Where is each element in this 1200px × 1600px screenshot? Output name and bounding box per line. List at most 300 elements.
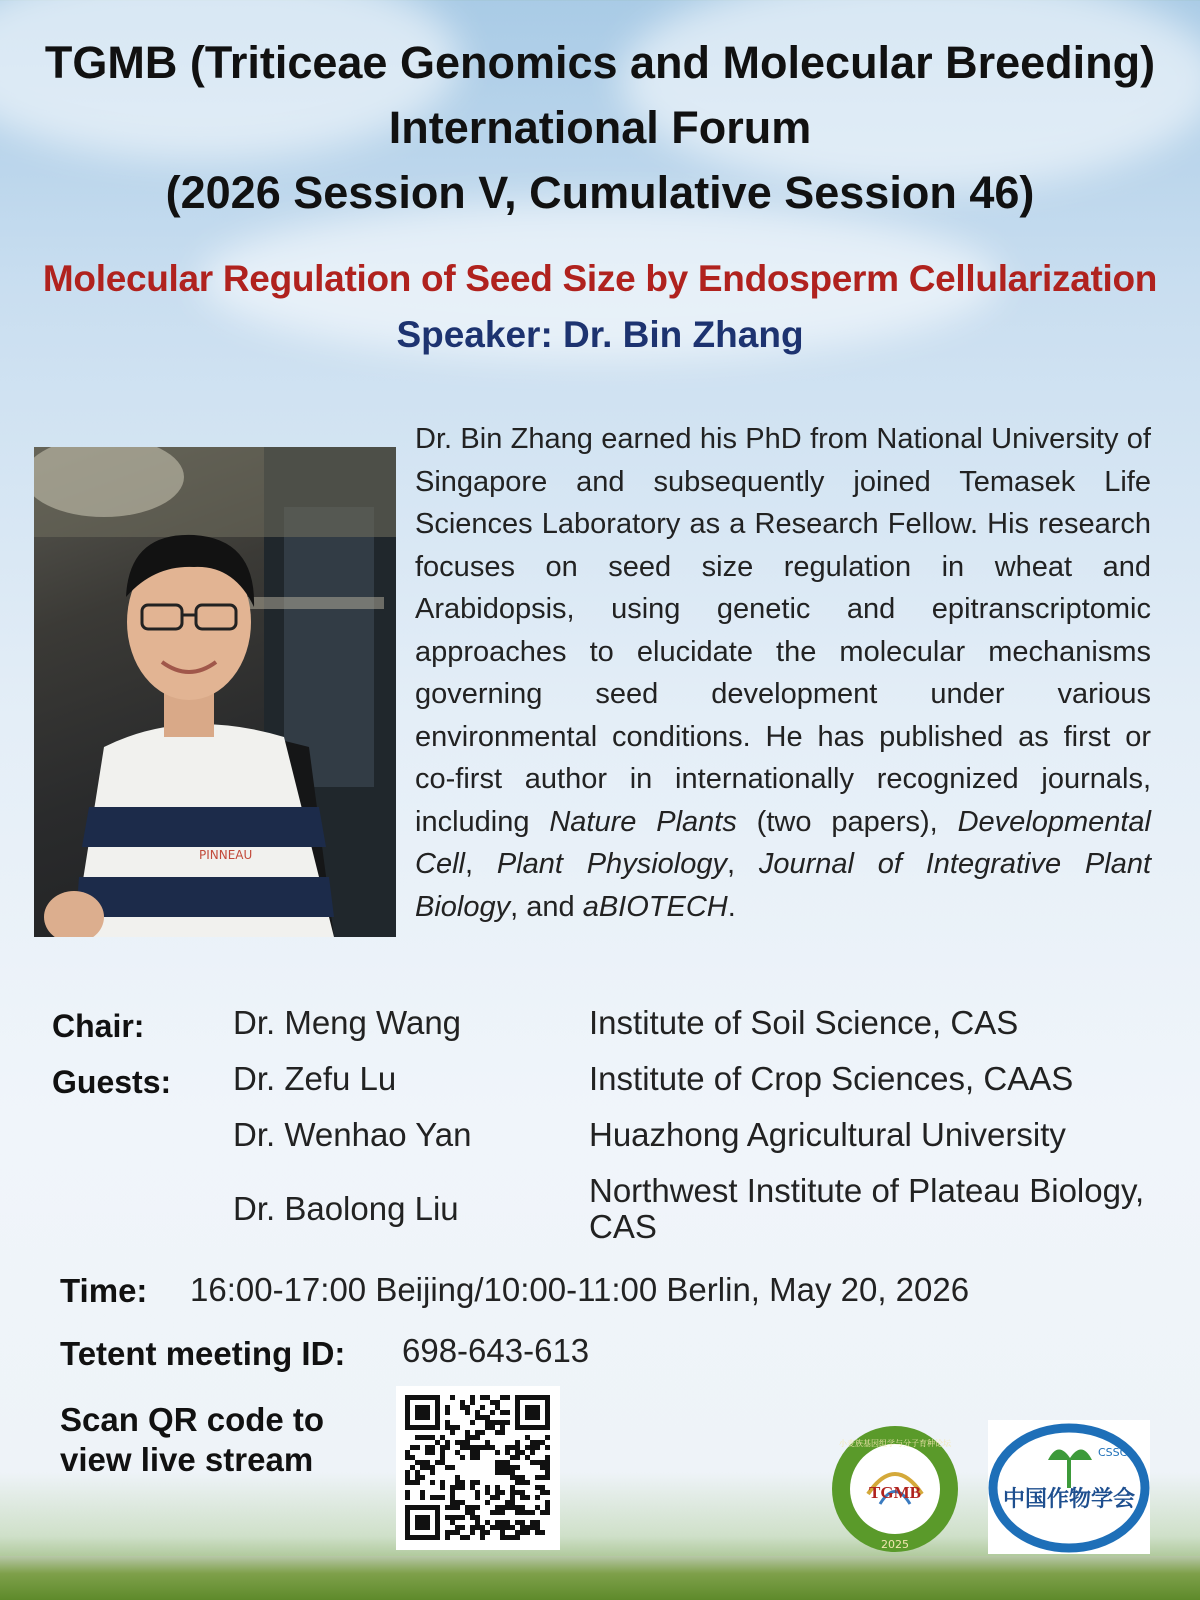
- qr-module: [515, 1465, 520, 1470]
- qr-module: [505, 1525, 510, 1530]
- qr-module: [525, 1510, 530, 1515]
- qr-module: [430, 1465, 435, 1470]
- qr-module: [495, 1450, 500, 1455]
- qr-module: [460, 1485, 465, 1490]
- qr-module: [475, 1435, 480, 1440]
- qr-module: [540, 1485, 545, 1490]
- qr-module: [440, 1495, 445, 1500]
- cssc-logo-graphic: [988, 1420, 1150, 1554]
- qr-module: [545, 1490, 550, 1495]
- qr-module: [510, 1465, 515, 1470]
- chair-label: Chair:: [52, 1008, 145, 1044]
- qr-module: [445, 1535, 450, 1540]
- qr-module: [420, 1435, 425, 1440]
- qr-module: [460, 1500, 465, 1505]
- speaker-bio: [415, 418, 1151, 928]
- qr-module: [495, 1420, 500, 1425]
- qr-module: [500, 1510, 505, 1515]
- qr-module: [505, 1465, 510, 1470]
- qr-module: [500, 1430, 505, 1435]
- qr-module: [510, 1485, 515, 1490]
- qr-module: [460, 1455, 465, 1460]
- qr-module: [405, 1490, 410, 1495]
- qr-module: [455, 1525, 460, 1530]
- qr-module: [460, 1400, 465, 1405]
- qr-module: [405, 1480, 410, 1485]
- qr-module: [450, 1505, 455, 1510]
- qr-module: [475, 1505, 480, 1510]
- qr-module: [510, 1490, 515, 1495]
- bio-text: , and: [510, 890, 583, 923]
- qr-module: [475, 1410, 480, 1415]
- guest-name: Dr. Wenhao Yan: [233, 1116, 472, 1153]
- qr-module: [440, 1460, 445, 1465]
- qr-module: [510, 1535, 515, 1540]
- qr-module: [510, 1525, 515, 1530]
- qr-module: [540, 1475, 545, 1480]
- qr-module: [465, 1430, 470, 1435]
- cssc-logo-name: 中国作物学会: [1002, 1487, 1136, 1512]
- qr-module: [440, 1445, 445, 1450]
- qr-module: [530, 1440, 535, 1445]
- qr-module: [530, 1450, 535, 1455]
- qr-module: [545, 1505, 550, 1510]
- qr-module: [425, 1465, 430, 1470]
- qr-module: [490, 1525, 495, 1530]
- qr-module: [480, 1430, 485, 1435]
- qr-module: [415, 1480, 420, 1485]
- qr-module: [440, 1480, 445, 1485]
- qr-module: [445, 1465, 450, 1470]
- qr-module: [525, 1455, 530, 1460]
- qr-module: [435, 1495, 440, 1500]
- qr-module: [470, 1530, 475, 1535]
- qr-module: [485, 1425, 490, 1430]
- qr-module: [455, 1485, 460, 1490]
- qr-module: [450, 1520, 455, 1525]
- qr-module: [510, 1470, 515, 1475]
- speaker-name: Speaker: Dr. Bin Zhang: [396, 314, 804, 355]
- qr-module: [535, 1475, 540, 1480]
- qr-module: [545, 1465, 550, 1470]
- qr-module: [500, 1465, 505, 1470]
- qr-module: [490, 1510, 495, 1515]
- qr-finder-square: [525, 1405, 540, 1420]
- qr-module: [510, 1445, 515, 1450]
- qr-module: [445, 1505, 450, 1510]
- qr-module: [420, 1465, 425, 1470]
- qr-module: [525, 1530, 530, 1535]
- qr-module: [485, 1500, 490, 1505]
- qr-module: [525, 1480, 530, 1485]
- qr-module: [425, 1460, 430, 1465]
- qr-module: [450, 1515, 455, 1520]
- tgmb-logo-graphic: [830, 1424, 960, 1554]
- qr-module: [480, 1445, 485, 1450]
- qr-module: [480, 1395, 485, 1400]
- qr-module: [520, 1495, 525, 1500]
- qr-module: [500, 1395, 505, 1400]
- wheat-field-strip: [0, 1556, 1200, 1600]
- qr-module: [500, 1425, 505, 1430]
- qr-module: [535, 1445, 540, 1450]
- qr-module: [515, 1520, 520, 1525]
- qr-module: [475, 1495, 480, 1500]
- cssc-logo-abbr: CSSC: [1098, 1446, 1128, 1459]
- qr-module: [465, 1535, 470, 1540]
- qr-module: [535, 1440, 540, 1445]
- qr-module: [510, 1495, 515, 1500]
- qr-module: [450, 1395, 455, 1400]
- qr-module: [500, 1530, 505, 1535]
- qr-module: [500, 1525, 505, 1530]
- qr-module: [545, 1510, 550, 1515]
- qr-module: [445, 1530, 450, 1535]
- qr-module: [475, 1430, 480, 1435]
- journal-name: Journal of Integrative Plant Biology: [415, 848, 1152, 923]
- qr-module: [545, 1475, 550, 1480]
- qr-module: [420, 1495, 425, 1500]
- qr-module: [485, 1530, 490, 1535]
- qr-module: [545, 1445, 550, 1450]
- qr-module: [485, 1440, 490, 1445]
- qr-module: [415, 1470, 420, 1475]
- qr-module: [465, 1410, 470, 1415]
- qr-module: [445, 1420, 450, 1425]
- speaker-photo-illustration: [34, 447, 396, 937]
- qr-module: [540, 1510, 545, 1515]
- tgmb-ring-text: 小麦族基因组学与分子育种论坛: [839, 1439, 951, 1448]
- qr-finder-square: [415, 1515, 430, 1530]
- qr-module: [515, 1475, 520, 1480]
- qr-module: [535, 1460, 540, 1465]
- qr-module: [535, 1485, 540, 1490]
- journal-name: Plant Physiology: [496, 848, 727, 880]
- qr-module: [420, 1490, 425, 1495]
- qr-module: [490, 1495, 495, 1500]
- qr-module: [460, 1525, 465, 1530]
- qr-module: [535, 1525, 540, 1530]
- qr-module: [495, 1510, 500, 1515]
- qr-module: [450, 1430, 455, 1435]
- qr-module: [530, 1510, 535, 1515]
- bio-text: Dr. Bin Zhang earned his PhD from National University of Singapore and subsequently joined Temasek Life Sciences Laboratory as a Research Fellow. His research focuses on seed size regulation in wheat and Arabidopsis, using genetic and epitranscriptomic approaches to elucidate the molecular mechanisms governing seed development under various environmental conditions. He has published as first or co-first author in internationally recognized journals, including: [415, 423, 1151, 838]
- qr-module: [515, 1450, 520, 1455]
- qr-module: [490, 1420, 495, 1425]
- qr-module: [535, 1495, 540, 1500]
- qr-module: [490, 1425, 495, 1430]
- qr-module: [460, 1515, 465, 1520]
- qr-module: [515, 1530, 520, 1535]
- qr-module: [480, 1405, 485, 1410]
- qr-module: [485, 1520, 490, 1525]
- qr-module: [525, 1445, 530, 1450]
- live-stream-qr-code[interactable]: [396, 1386, 560, 1550]
- qr-module: [520, 1480, 525, 1485]
- forum-title-line3: (2026 Session V, Cumulative Session 46): [165, 167, 1035, 218]
- qr-module: [425, 1445, 430, 1450]
- qr-module: [440, 1455, 445, 1460]
- qr-module: [510, 1505, 515, 1510]
- qr-module: [470, 1455, 475, 1460]
- qr-module: [425, 1450, 430, 1455]
- qr-module: [535, 1530, 540, 1535]
- qr-module: [510, 1475, 515, 1480]
- qr-module: [505, 1410, 510, 1415]
- forum-title-line2: International Forum: [388, 102, 812, 153]
- qr-module: [450, 1500, 455, 1505]
- qr-module: [455, 1500, 460, 1505]
- qr-module: [530, 1525, 535, 1530]
- qr-module: [470, 1515, 475, 1520]
- qr-module: [500, 1460, 505, 1465]
- qr-module: [520, 1450, 525, 1455]
- talk-title: Molecular Regulation of Seed Size by Endosperm Cellularization: [42, 258, 1158, 299]
- qr-module: [545, 1470, 550, 1475]
- qr-module: [405, 1470, 410, 1475]
- qr-module: [505, 1505, 510, 1510]
- qr-module: [470, 1485, 475, 1490]
- qr-module: [520, 1525, 525, 1530]
- qr-module: [485, 1490, 490, 1495]
- qr-module: [450, 1495, 455, 1500]
- qr-module: [430, 1470, 435, 1475]
- qr-module: [465, 1405, 470, 1410]
- qr-module: [545, 1460, 550, 1465]
- qr-module: [455, 1530, 460, 1535]
- tgmb-logo-text: TGMB: [869, 1483, 921, 1502]
- meeting-id: 698-643-613: [402, 1332, 590, 1369]
- qr-module: [530, 1460, 535, 1465]
- qr-module: [470, 1400, 475, 1405]
- qr-module: [505, 1395, 510, 1400]
- forum-title-line1: TGMB (Triticeae Genomics and Molecular Breeding): [44, 37, 1156, 88]
- qr-module: [455, 1475, 460, 1480]
- qr-module: [460, 1440, 465, 1445]
- qr-module: [450, 1425, 455, 1430]
- qr-module: [440, 1485, 445, 1490]
- qr-module: [405, 1455, 410, 1460]
- qr-module: [540, 1530, 545, 1535]
- qr-module: [475, 1520, 480, 1525]
- guest-affiliation: Huazhong Agricultural University: [589, 1116, 1066, 1153]
- qr-module: [545, 1435, 550, 1440]
- qr-module: [505, 1520, 510, 1525]
- qr-module: [540, 1465, 545, 1470]
- qr-module: [465, 1440, 470, 1445]
- qr-module: [500, 1420, 505, 1425]
- qr-module: [495, 1465, 500, 1470]
- qr-module: [540, 1460, 545, 1465]
- qr-module: [455, 1450, 460, 1455]
- qr-module: [490, 1400, 495, 1405]
- journal-name: Developmental Cell: [415, 805, 1152, 880]
- qr-module: [420, 1460, 425, 1465]
- guest-affiliation: Northwest Institute of Plateau Biology, CAS: [589, 1172, 1145, 1245]
- qr-module: [495, 1485, 500, 1490]
- qr-module: [450, 1530, 455, 1535]
- qr-module: [445, 1515, 450, 1520]
- qr-module: [535, 1520, 540, 1525]
- qr-module: [440, 1450, 445, 1455]
- qr-module: [465, 1445, 470, 1450]
- qr-module: [545, 1455, 550, 1460]
- qr-module: [510, 1500, 515, 1505]
- qr-module: [540, 1440, 545, 1445]
- journal-name: aBIOTECH: [582, 890, 728, 923]
- guest-name: Dr. Zefu Lu: [233, 1060, 397, 1097]
- qr-module: [505, 1470, 510, 1475]
- qr-module: [445, 1425, 450, 1430]
- guest-affiliation: Institute of Crop Sciences, CAAS: [589, 1060, 1074, 1097]
- qr-module: [415, 1475, 420, 1480]
- qr-module: [470, 1445, 475, 1450]
- qr-module: [480, 1530, 485, 1535]
- qr-code-pattern: [396, 1386, 560, 1550]
- qr-module: [430, 1445, 435, 1450]
- qr-module: [520, 1510, 525, 1515]
- qr-module: [475, 1490, 480, 1495]
- qr-module: [520, 1505, 525, 1510]
- qr-module: [460, 1535, 465, 1540]
- qr-module: [495, 1490, 500, 1495]
- bio-text: (two papers),: [736, 805, 958, 838]
- qr-module: [470, 1510, 475, 1515]
- qr-module: [455, 1440, 460, 1445]
- tgmb-logo: [830, 1424, 960, 1554]
- qr-module: [495, 1525, 500, 1530]
- tgmb-logo-year: 2025: [881, 1538, 909, 1551]
- qr-module: [465, 1435, 470, 1440]
- qr-module: [470, 1505, 475, 1510]
- qr-module: [505, 1420, 510, 1425]
- qr-module: [480, 1415, 485, 1420]
- qr-module: [455, 1480, 460, 1485]
- qr-module: [495, 1405, 500, 1410]
- qr-module: [485, 1395, 490, 1400]
- qr-module: [470, 1420, 475, 1425]
- qr-module: [480, 1535, 485, 1540]
- qr-module: [515, 1480, 520, 1485]
- qr-module: [520, 1530, 525, 1535]
- qr-module: [515, 1490, 520, 1495]
- qr-module: [435, 1460, 440, 1465]
- qr-module: [430, 1480, 435, 1485]
- qr-module: [455, 1425, 460, 1430]
- bio-text: .: [727, 890, 736, 923]
- qr-module: [450, 1465, 455, 1470]
- chair-affiliation: Institute of Soil Science, CAS: [589, 1004, 1019, 1041]
- qr-instruction-line1: Scan QR code to: [60, 1401, 325, 1438]
- qr-module: [450, 1485, 455, 1490]
- qr-module: [495, 1505, 500, 1510]
- qr-module: [450, 1490, 455, 1495]
- qr-module: [445, 1440, 450, 1445]
- qr-module: [410, 1465, 415, 1470]
- cssc-logo: [988, 1420, 1150, 1554]
- qr-module: [495, 1520, 500, 1525]
- qr-module: [515, 1510, 520, 1515]
- qr-module: [435, 1440, 440, 1445]
- guest-name: Dr. Baolong Liu: [233, 1190, 459, 1227]
- qr-module: [500, 1410, 505, 1415]
- qr-module: [520, 1475, 525, 1480]
- qr-module: [410, 1455, 415, 1460]
- qr-module: [475, 1525, 480, 1530]
- qr-module: [415, 1445, 420, 1450]
- qr-module: [425, 1435, 430, 1440]
- qr-module: [530, 1445, 535, 1450]
- qr-module: [495, 1470, 500, 1475]
- qr-module: [420, 1475, 425, 1480]
- qr-module: [515, 1455, 520, 1460]
- qr-module: [540, 1490, 545, 1495]
- meeting-id-label: Tetent meeting ID:: [60, 1335, 346, 1372]
- qr-module: [460, 1405, 465, 1410]
- qr-module: [525, 1525, 530, 1530]
- qr-module: [485, 1420, 490, 1425]
- qr-module: [415, 1460, 420, 1465]
- qr-module: [445, 1410, 450, 1415]
- qr-module: [455, 1515, 460, 1520]
- qr-module: [530, 1520, 535, 1525]
- qr-module: [430, 1495, 435, 1500]
- qr-module: [460, 1480, 465, 1485]
- qr-module: [405, 1495, 410, 1500]
- qr-module: [520, 1490, 525, 1495]
- qr-module: [495, 1495, 500, 1500]
- qr-module: [495, 1460, 500, 1465]
- qr-module: [500, 1505, 505, 1510]
- forum-title: [0, 30, 1200, 225]
- qr-module: [505, 1445, 510, 1450]
- qr-module: [410, 1480, 415, 1485]
- qr-module: [525, 1495, 530, 1500]
- qr-module: [475, 1450, 480, 1455]
- qr-module: [485, 1445, 490, 1450]
- qr-module: [495, 1430, 500, 1435]
- bio-text: ,: [726, 848, 759, 880]
- qr-module: [500, 1520, 505, 1525]
- qr-module: [415, 1435, 420, 1440]
- qr-module: [480, 1525, 485, 1530]
- qr-module: [490, 1445, 495, 1450]
- qr-module: [455, 1505, 460, 1510]
- qr-module: [500, 1535, 505, 1540]
- qr-module: [445, 1405, 450, 1410]
- qr-module: [485, 1485, 490, 1490]
- qr-module: [475, 1515, 480, 1520]
- qr-module: [470, 1450, 475, 1455]
- qr-module: [470, 1525, 475, 1530]
- qr-module: [490, 1410, 495, 1415]
- qr-instruction: [60, 1400, 324, 1480]
- qr-module: [495, 1400, 500, 1405]
- qr-module: [430, 1450, 435, 1455]
- qr-module: [445, 1445, 450, 1450]
- bio-text: ,: [464, 848, 497, 880]
- qr-module: [505, 1450, 510, 1455]
- qr-module: [505, 1535, 510, 1540]
- qr-module: [520, 1520, 525, 1525]
- guests-label: Guests:: [52, 1064, 172, 1100]
- qr-module: [440, 1435, 445, 1440]
- journal-name: Nature Plants: [549, 805, 737, 838]
- qr-module: [470, 1395, 475, 1400]
- qr-module: [510, 1455, 515, 1460]
- chair-name: Dr. Meng Wang: [233, 1004, 462, 1041]
- qr-module: [470, 1435, 475, 1440]
